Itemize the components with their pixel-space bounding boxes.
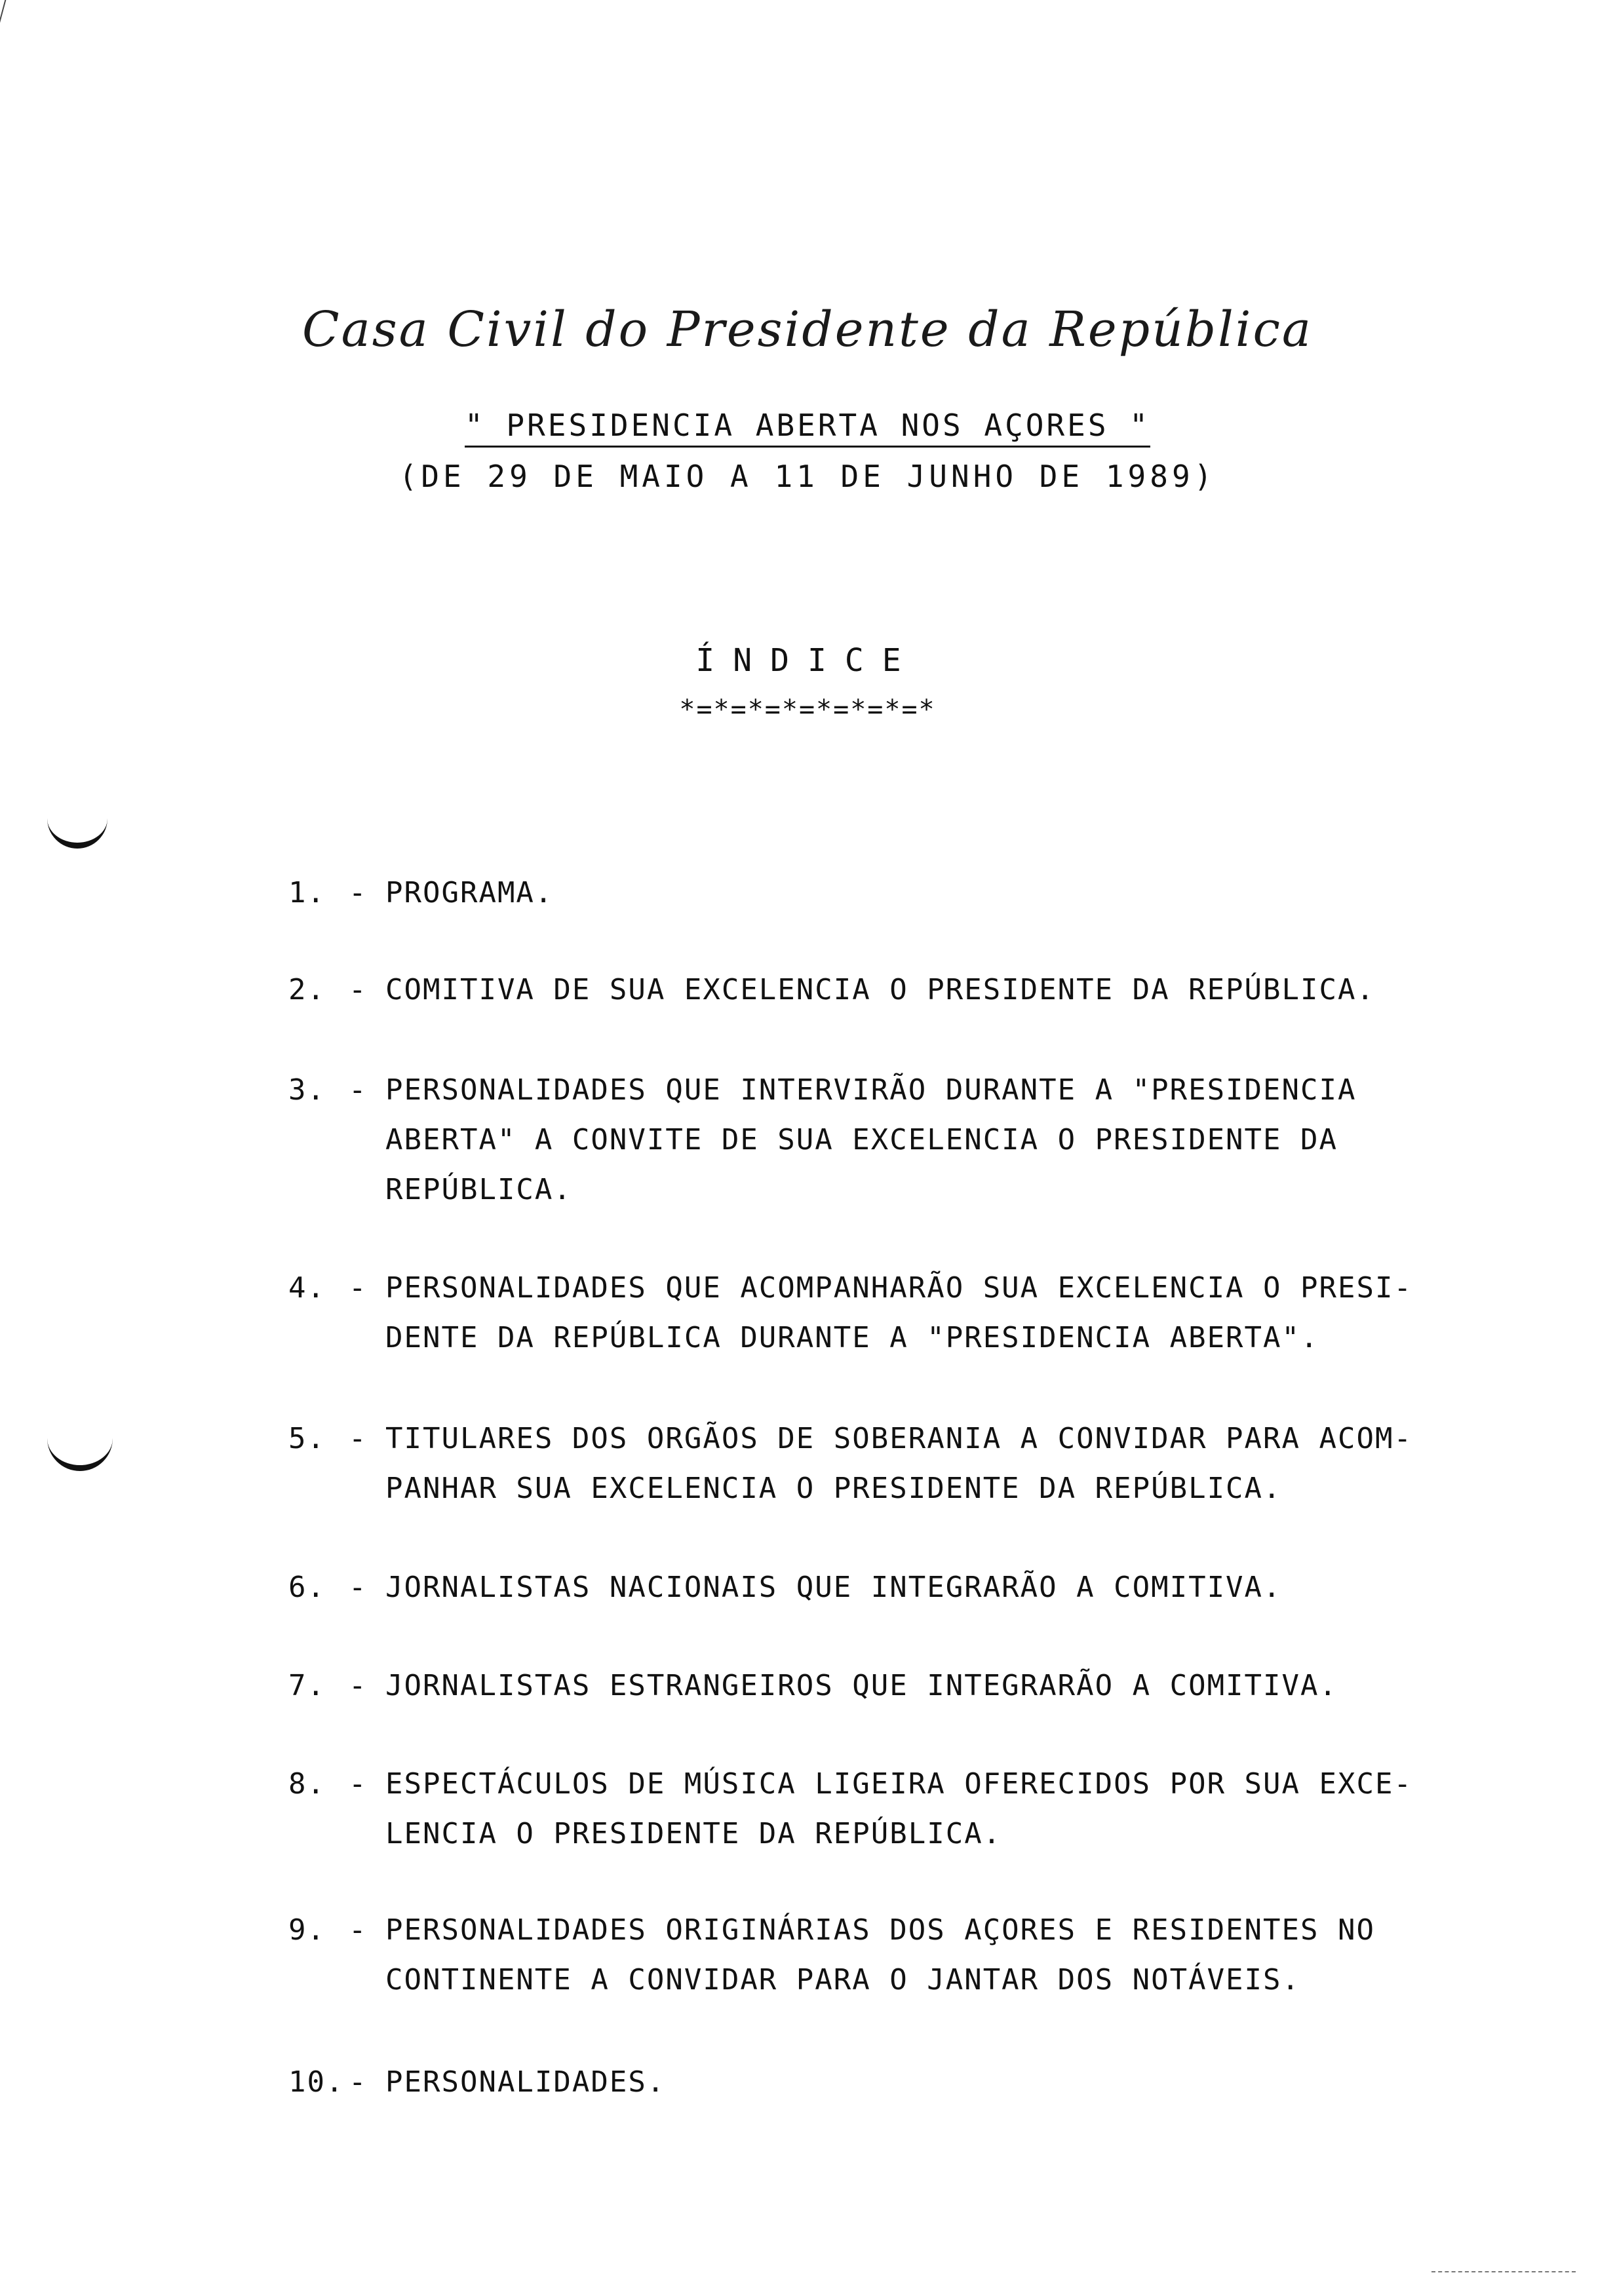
item-text: JORNALISTAS ESTRANGEIROS QUE INTEGRARÃO A COMITIVA. (385, 1669, 1338, 1702)
document-title (0, 408, 1615, 443)
item-dash: - (349, 1271, 368, 1305)
item-dash: - (349, 1767, 368, 1801)
scan-corner-mark (0, 0, 14, 26)
item-number: 2. (288, 973, 326, 1006)
item-dash: - (349, 1913, 368, 1947)
item-number: 1. (288, 876, 326, 909)
item-dash: - (349, 876, 368, 909)
document-title-text: " PRESIDENCIA ABERTA NOS AÇORES " (465, 408, 1150, 448)
punch-hole-mark (47, 793, 107, 849)
document-subtitle: (DE 29 DE MAIO A 11 DE JUNHO DE 1989) (399, 459, 1216, 494)
scan-artifact (1431, 2251, 1576, 2272)
item-dash: - (349, 1073, 368, 1107)
item-dash: - (349, 973, 368, 1006)
item-number: 5. (288, 1422, 326, 1455)
item-dash: - (349, 2065, 368, 2099)
item-number: 8. (288, 1767, 326, 1801)
item-dash: - (349, 1571, 368, 1604)
item-number: 10. (288, 2065, 345, 2099)
item-number: 4. (288, 1271, 326, 1305)
item-number: 6. (288, 1571, 326, 1604)
punch-hole-mark (47, 1415, 113, 1471)
index-heading: ÍNDICE (695, 642, 920, 679)
item-text: PERSONALIDADES ORIGINÁRIAS DOS AÇORES E RESIDENTES NO CONTINENTE A CONVIDAR PARA O JANTAR DOS NOTÁVEIS. (385, 1913, 1375, 1997)
item-text: JORNALISTAS NACIONAIS QUE INTEGRARÃO A COMITIVA. (385, 1571, 1282, 1604)
item-text: COMITIVA DE SUA EXCELENCIA O PRESIDENTE DA REPÚBLICA. (385, 973, 1375, 1006)
item-number: 3. (288, 1073, 326, 1107)
item-text: PERSONALIDADES QUE INTERVIRÃO DURANTE A "PRESIDENCIA ABERTA" A CONVITE DE SUA EXCELENCIA O PRESIDENTE DA REPÚBLICA. (385, 1073, 1357, 1206)
item-dash: - (349, 1669, 368, 1702)
item-dash: - (349, 1422, 368, 1455)
item-text: TITULARES DOS ORGÃOS DE SOBERANIA A CONVIDAR PARA ACOM- PANHAR SUA EXCELENCIA O PRESIDENTE DA REPÚBLICA. (385, 1422, 1412, 1505)
letterhead: Casa Civil do Presidente da República (302, 301, 1313, 358)
item-text: PERSONALIDADES QUE ACOMPANHARÃO SUA EXCELENCIA O PRESI- DENTE DA REPÚBLICA DURANTE A "PRESIDENCIA ABERTA". (385, 1271, 1412, 1354)
item-number: 9. (288, 1913, 326, 1947)
item-text: PROGRAMA. (385, 876, 554, 909)
item-text: PERSONALIDADES. (385, 2065, 666, 2099)
index-rule: *=*=*=*=*=*=*=* (679, 695, 936, 725)
item-number: 7. (288, 1669, 326, 1702)
item-text: ESPECTÁCULOS DE MÚSICA LIGEIRA OFERECIDOS POR SUA EXCE- LENCIA O PRESIDENTE DA REPÚBLICA. (385, 1767, 1412, 1850)
